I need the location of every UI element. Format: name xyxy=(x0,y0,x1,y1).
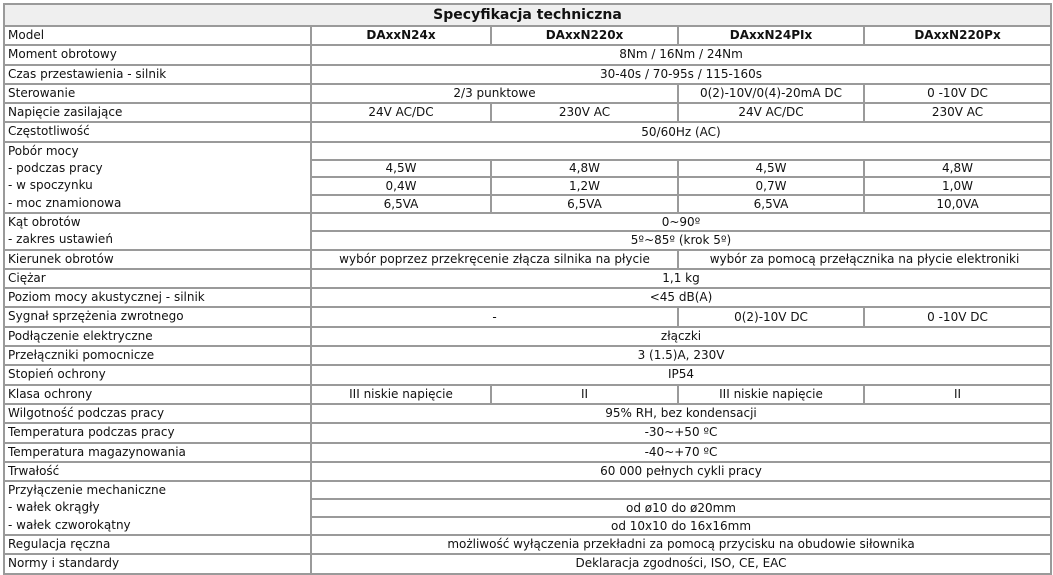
model-header: DAxxN220Px xyxy=(864,26,1051,45)
row-label-text: Sygnał sprzężenia zwrotnego xyxy=(8,309,184,324)
value-cell: III niskie napięcie xyxy=(311,385,491,404)
row-label xyxy=(4,346,311,365)
row-label-text: Model xyxy=(8,28,45,42)
table-row xyxy=(4,269,1051,288)
row-label xyxy=(4,327,311,346)
value-cell: 0,7W xyxy=(678,177,864,195)
value-cell: 1,0W xyxy=(864,177,1051,195)
table-row xyxy=(4,250,1051,269)
table-row xyxy=(4,103,1051,122)
specification-table xyxy=(3,3,1052,575)
value-cell: 6,5VA xyxy=(491,195,678,213)
row-label-text: Stopień ochrony xyxy=(8,367,106,382)
value-cell: 10,0VA xyxy=(864,195,1051,213)
row-label-text: Temperatura podczas pracy xyxy=(8,425,175,440)
row-label xyxy=(4,142,311,213)
row-label xyxy=(4,269,311,288)
value-cell xyxy=(311,142,1051,160)
value-cell: 95% RH, bez kondensacji xyxy=(311,404,1051,423)
table-row xyxy=(4,443,1051,462)
value-cell: II xyxy=(491,385,678,404)
row-label xyxy=(4,307,311,326)
table-row xyxy=(4,84,1051,103)
value-cell: IP54 xyxy=(311,365,1051,384)
row-label-text: - moc znamionowa xyxy=(8,195,122,210)
value-cell: 5º~85º (krok 5º) xyxy=(311,231,1051,249)
value-cell: -40~+70 ºC xyxy=(311,443,1051,462)
table-row xyxy=(4,423,1051,442)
value-cell: złączki xyxy=(311,327,1051,346)
value-cell: 2/3 punktowe xyxy=(311,84,678,103)
value-cell: II xyxy=(864,385,1051,404)
row-label-text: Klasa ochrony xyxy=(8,386,93,401)
row-label-text: Wilgotność podczas pracy xyxy=(8,405,165,420)
value-cell: 0,4W xyxy=(311,177,491,195)
row-label-text: Częstotliwość xyxy=(8,124,90,139)
row-label-text: Przełączniki pomocnicze xyxy=(8,348,155,363)
row-label xyxy=(4,535,311,554)
row-label-text: Podłączenie elektryczne xyxy=(8,328,153,343)
row-label xyxy=(4,122,311,141)
value-cell: 50/60Hz (AC) xyxy=(311,122,1051,141)
row-label-text: Napięcie zasilające xyxy=(8,105,123,120)
value-cell: 0 -10V DC xyxy=(864,84,1051,103)
row-label xyxy=(4,26,311,45)
row-label-text: Trwałość xyxy=(8,463,60,478)
row-label-text: Poziom mocy akustycznej - silnik xyxy=(8,290,205,305)
value-cell: <45 dB(A) xyxy=(311,288,1051,307)
row-label-text: - wałek czworokątny xyxy=(8,517,131,532)
value-cell: - xyxy=(311,307,678,326)
value-cell: 1,1 kg xyxy=(311,269,1051,288)
value-cell: 30-40s / 70-95s / 115-160s xyxy=(311,65,1051,84)
table-row xyxy=(4,213,1051,231)
row-label xyxy=(4,45,311,64)
row-label xyxy=(4,481,311,535)
value-cell: wybór za pomocą przełącznika na płycie elektroniki xyxy=(678,250,1051,269)
row-label xyxy=(4,404,311,423)
value-cell: od 10x10 do 16x16mm xyxy=(311,517,1051,535)
table-row xyxy=(4,45,1051,64)
row-label xyxy=(4,554,311,573)
row-label xyxy=(4,250,311,269)
row-label xyxy=(4,288,311,307)
row-label-text: Moment obrotowy xyxy=(8,47,117,62)
row-label-text: Kierunek obrotów xyxy=(8,251,114,266)
value-cell: 230V AC xyxy=(491,103,678,122)
value-cell: 0(2)-10V DC xyxy=(678,307,864,326)
title-row xyxy=(4,4,1051,26)
row-label-text: Pobór mocy xyxy=(8,143,79,158)
value-cell: Deklaracja zgodności, ISO, CE, EAC xyxy=(311,554,1051,573)
value-cell: III niskie napięcie xyxy=(678,385,864,404)
value-cell: -30~+50 ºC xyxy=(311,423,1051,442)
value-cell: wybór poprzez przekręcenie złącza silnika na płycie xyxy=(311,250,678,269)
table-row xyxy=(4,288,1051,307)
row-label xyxy=(4,103,311,122)
value-cell: 24V AC/DC xyxy=(678,103,864,122)
model-header: DAxxN220x xyxy=(491,26,678,45)
table-row xyxy=(4,122,1051,141)
table-row xyxy=(4,26,1051,45)
table-row xyxy=(4,307,1051,326)
value-cell: 230V AC xyxy=(864,103,1051,122)
value-cell: 8Nm / 16Nm / 24Nm xyxy=(311,45,1051,64)
row-label xyxy=(4,84,311,103)
row-label-text: - wałek okrągły xyxy=(8,500,100,515)
value-cell: 3 (1.5)A, 230V xyxy=(311,346,1051,365)
table-row xyxy=(4,554,1051,573)
row-label-text: Ciężar xyxy=(8,270,46,285)
row-label xyxy=(4,365,311,384)
value-cell: od ø10 do ø20mm xyxy=(311,499,1051,517)
table-row xyxy=(4,404,1051,423)
row-label-text: Regulacja ręczna xyxy=(8,537,111,552)
table-row xyxy=(4,65,1051,84)
table-row xyxy=(4,385,1051,404)
row-label xyxy=(4,65,311,84)
row-label xyxy=(4,213,311,250)
row-label-text: Sterowanie xyxy=(8,85,76,100)
table-title: Specyfikacja techniczna xyxy=(4,4,1051,26)
row-label-text: Kąt obrotów xyxy=(8,214,81,229)
table-row xyxy=(4,365,1051,384)
row-label xyxy=(4,462,311,481)
value-cell: 1,2W xyxy=(491,177,678,195)
row-label-text: - podczas pracy xyxy=(8,161,103,176)
value-cell: 6,5VA xyxy=(311,195,491,213)
value-cell: 4,5W xyxy=(311,160,491,178)
value-cell: możliwość wyłączenia przekładni za pomocą przycisku na obudowie siłownika xyxy=(311,535,1051,554)
model-header: DAxxN24x xyxy=(311,26,491,45)
row-label-text: Przyłączenie mechaniczne xyxy=(8,483,166,498)
table-row xyxy=(4,462,1051,481)
value-cell: 60 000 pełnych cykli pracy xyxy=(311,462,1051,481)
row-label-text: Czas przestawienia - silnik xyxy=(8,66,167,81)
row-label xyxy=(4,423,311,442)
table-row xyxy=(4,481,1051,499)
value-cell xyxy=(311,481,1051,499)
table-row xyxy=(4,346,1051,365)
row-label-text: - w spoczynku xyxy=(8,178,93,193)
row-label-text: Temperatura magazynowania xyxy=(8,444,186,459)
table-row xyxy=(4,327,1051,346)
model-header: DAxxN24PIx xyxy=(678,26,864,45)
value-cell: 4,8W xyxy=(491,160,678,178)
value-cell: 0(2)-10V/0(4)-20mA DC xyxy=(678,84,864,103)
table-row xyxy=(4,535,1051,554)
table-row xyxy=(4,142,1051,160)
row-label-text: Normy i standardy xyxy=(8,556,120,571)
value-cell: 0~90º xyxy=(311,213,1051,231)
value-cell: 0 -10V DC xyxy=(864,307,1051,326)
row-label-text: - zakres ustawień xyxy=(8,232,113,247)
value-cell: 24V AC/DC xyxy=(311,103,491,122)
value-cell: 6,5VA xyxy=(678,195,864,213)
value-cell: 4,8W xyxy=(864,160,1051,178)
value-cell: 4,5W xyxy=(678,160,864,178)
row-label xyxy=(4,385,311,404)
row-label xyxy=(4,443,311,462)
